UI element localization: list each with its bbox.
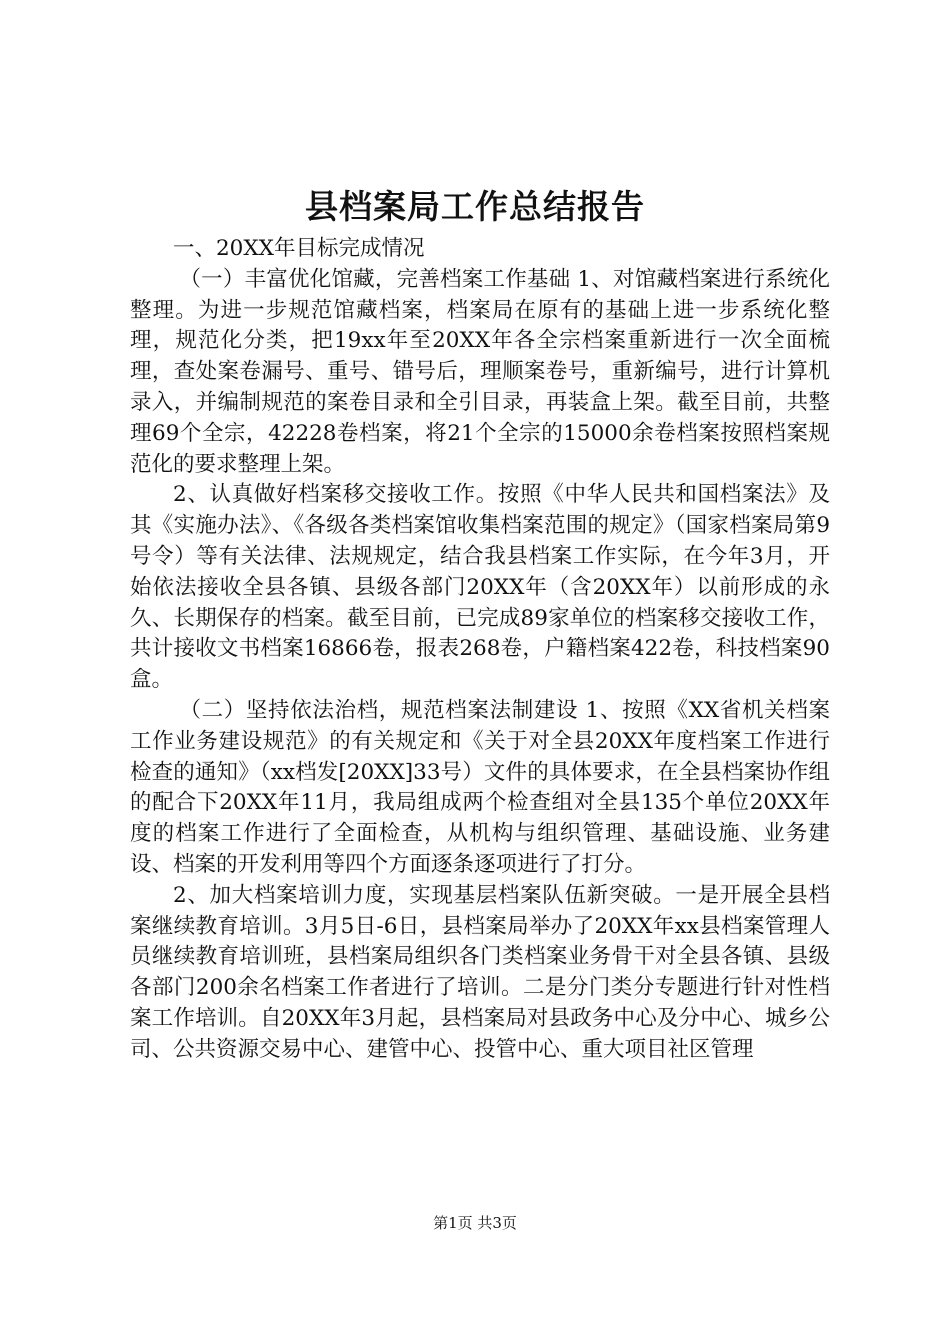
document-title: 县档案局工作总结报告 [305, 187, 645, 226]
paragraph: （二）坚持依法治档，规范档案法制建设 1、按照《XX省机关档案工作业务建设规范》的有关规定和《关于对全县20XX年度档案工作进行检查的通知》（xx档发[20XX]33号）文件的具体要求，在全县档案协作组的配合下20XX年11月，我局组成两个检查组对全县135个单位20XX年度的档案工作进行了全面检查，从机构与组织管理、基础设施、业务建设、档案的开发利用等四个方面逐条逐项进行了打分。 [130, 697, 830, 877]
document-body [130, 234, 830, 1066]
paragraph: （一）丰富优化馆藏，完善档案工作基础 1、对馆藏档案进行系统化整理。为进一步规范馆藏档案，档案局在原有的基础上进一步系统化整理，规范化分类，把19xx年至20XX年各全宗档案重新进行一次全面梳理，查处案卷漏号、重号、错号后，理顺案卷号，重新编号，进行计算机录入，并编制规范的案卷目录和全引目录，再装盒上架。截至目前，共整理69个全宗，42228卷档案，将21个全宗的15000余卷档案按照档案规范化的要求整理上架。 [130, 266, 830, 477]
section-heading: 一、20XX年目标完成情况 [173, 236, 425, 261]
paragraph: 2、认真做好档案移交接收工作。按照《中华人民共和国档案法》及其《实施办法》、《各级各类档案馆收集档案范围的规定》（国家档案局第9号令）等有关法律、法规规定，结合我县档案工作实际，在今年3月，开始依法接收全县各镇、县级各部门20XX年（含20XX年）以前形成的永久、长期保存的档案。截至目前，已完成89家单位的档案移交接收工作，共计接收文书档案16866卷，报表268卷，户籍档案422卷，科技档案90盒。 [130, 482, 830, 693]
page-footer: 第1页 共3页 [433, 1214, 517, 1232]
paragraph: 2、加大档案培训力度，实现基层档案队伍新突破。一是开展全县档案继续教育培训。3月5日-6日，县档案局举办了20XX年xx县档案管理人员继续教育培训班，县档案局组织各门类档案业务骨干对全县各镇、县级各部门200余名档案工作者进行了培训。二是分门类分专题进行针对性档案工作培训。自20XX年3月起，县档案局对县政务中心及分中心、城乡公司、公共资源交易中心、建管中心、投管中心、重大项目社区管理 [130, 882, 830, 1062]
